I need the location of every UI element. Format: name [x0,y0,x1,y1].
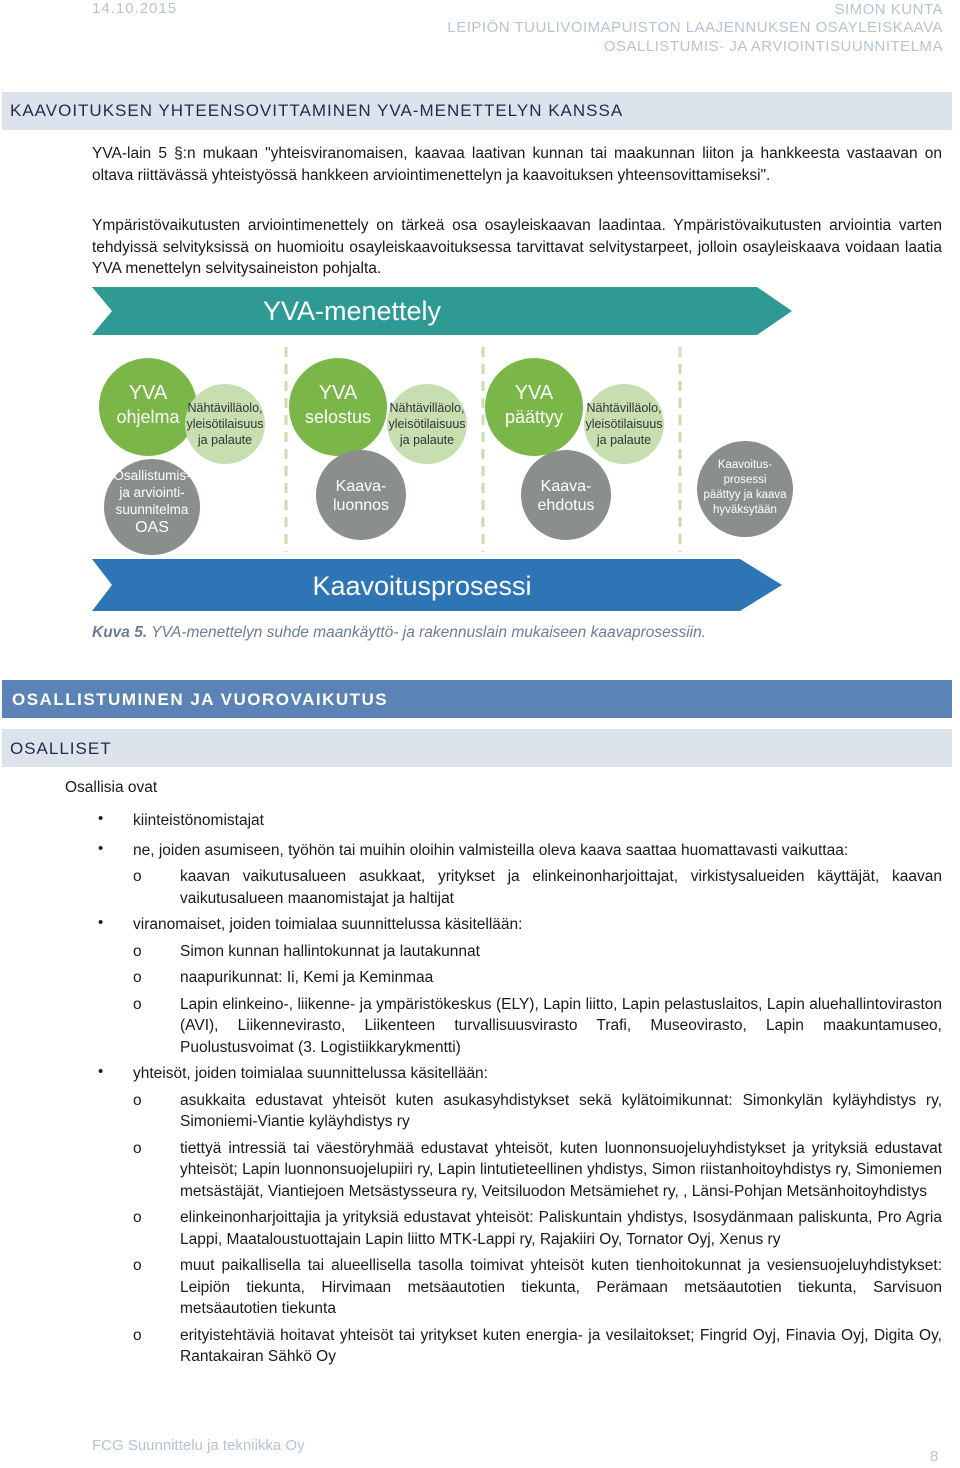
notice-3-line3: ja palaute [596,433,652,447]
sub-bullet-icon: o [133,995,142,1013]
plan-circle-luonnos [316,450,406,540]
notice-3-line1: Nähtävilläolo, [586,401,662,415]
sub-list-item [133,1325,942,1368]
sub-list-item [133,1255,942,1320]
header-municipality: SIMON KUNTA [834,1,943,18]
osalliset-list [92,810,942,1368]
section-heading-osallistuminen: OSALLISTUMINEN JA VUOROVAIKUTUS [2,680,952,718]
figure-caption-label: Kuva 5. [92,624,148,641]
osalliset-intro: Osallisia ovat [65,779,158,796]
list-item [92,840,942,910]
yva-circle-2-line2: selostus [304,407,372,427]
yva-circle-1-line2: ohjelma [116,407,180,427]
bullet-icon: • [98,1063,104,1080]
header-document: OSALLISTUMIS- JA ARVIOINTISUUNNITELMA [603,38,943,55]
notice-2-line3: ja palaute [399,433,455,447]
sub-bullet-icon: o [133,1139,142,1157]
bullet-icon: • [98,839,104,857]
section-heading-kaavoitus: KAAVOITUKSEN YHTEENSOVITTAMINEN YVA-MENETTELYN KANSSA [2,92,952,130]
footer-company: FCG Suunnittelu ja tekniikka Oy [92,1437,305,1454]
sub-list-item [133,967,942,989]
plan-2-line1: Kaava- [335,478,387,495]
notice-3-line2: yleisötilaisuus [585,417,663,431]
yva-diagram [92,287,956,612]
sub-list-item-text: erityistehtäviä hoitavat yhteisöt tai yritykset kuten energia- ja vesilaitokset; Fingrid Oyj, Finavia Oyj, Digita Oy, Rantakairan Sähkö Oy [180,1326,942,1365]
list-item [92,810,942,832]
yva-circle-1-line1: YVA [128,382,168,404]
figure-caption-text: YVA-menettelyn suhde maankäyttö- ja rakennuslain mukaiseen kaavaprosessiin. [151,624,707,641]
plan-3-line1: Kaava- [540,478,592,495]
subheading-osalliset: OSALLISET [2,729,952,767]
plan-3-line2: ehdotus [537,497,595,514]
plan-4-line4: hyväksytään [713,504,777,516]
list-item [92,914,942,1058]
figure-caption [92,624,706,642]
header-project: LEIPIÖN TUULIVOIMAPUISTON LAAJENNUKSEN OSAYLEISKAAVA [447,19,943,36]
sub-bullet-icon: o [133,1209,142,1226]
notice-2-line1: Nähtävilläolo, [389,401,465,415]
notice-1-line3: ja palaute [197,433,253,447]
list-item [92,1063,942,1368]
plan-4-line3: päättyy ja kaava [703,489,787,501]
bullet-icon: • [98,914,104,931]
list-item-text: viranomaiset, joiden toimialaa suunnittelussa käsitellään: [133,916,523,933]
sub-bullet-icon: o [133,1091,142,1109]
sub-list-item-text: kaavan vaikutusalueen asukkaat, yritykset ja elinkeinonharjoittajat, virkistysalueiden käyttäjät, kaavan vaikutusalueen maanomistajat ja haltijat [180,868,942,907]
notice-1-line2: yleisötilaisuus [186,417,264,431]
sub-bullet-icon: o [133,1326,142,1344]
sub-list-item-text: asukkaita edustavat yhteisöt kuten asukasyhdistykset sekä kylätoimikunnat: Simonkylän kyläyhdistys ry, Simoniemi-Viantie kyläyhdistys ry [180,1091,942,1130]
plan-circle-ehdotus [521,450,611,540]
notice-1-line1: Nähtävilläolo, [187,401,263,415]
paragraph-yva-process: Ympäristövaikutusten arviointimenettely on tärkeä osa osayleiskaavan laadintaa. Ympäristövaikutusten arviointia varten tehdyissä selvityksissä on huomioitu osayleiskaavoituksessa tarvittavat selvitystarpeet, jolloin osayleiskaava voidaan laatia YVA menettelyn selvitysaineiston pohjalta. [92,217,942,277]
sub-list-item [133,941,942,963]
plan-1-line1: Osallistumis- [113,468,191,483]
sub-list-item-text: naapurikunnat: Ii, Kemi ja Keminmaa [180,969,434,986]
sub-bullet-icon: o [133,868,142,885]
list-item-text: kiinteistönomistajat [133,812,264,829]
sub-list-item-text: muut paikallisella tai alueellisella tasolla toimivat yhteisöt kuten tienhoitokunnat ja vesiensuojeluyhdistykset: Leipiön tiekunta, Hirvimaan metsäautotien tiekunta, Perämaan metsäautotien tiekunta, Sarvisuon metsäautotien tiekunta [180,1257,942,1317]
top-banner-arrow [92,287,792,335]
page-number: 8 [930,1448,939,1465]
header-date: 14.10.2015 [92,0,178,17]
sub-list-item [133,994,942,1059]
sub-list-item-text: elinkeinonharjoittajia ja yrityksiä edustavat yhteisöt: Paliskuntain yhdistys, Isosydänmaan paliskunta, Pro Agria Lappi, Maataloustuottajain Lapin liitto MTK-Lappi ry, Rajakiiri Oy, Tornator Oyj, Xenus ry [180,1209,942,1248]
top-banner-label: YVA-menettely [262,296,442,326]
plan-1-line2: ja arviointi- [119,485,185,500]
yva-circle-3-line2: päättyy [504,407,564,427]
list-item-text: ne, joiden asumiseen, työhön tai muihin oloihin valmisteilla oleva kaava saattaa huomattavasti vaikuttaa: [133,841,849,859]
yva-circle-3-line1: YVA [514,382,554,404]
sub-bullet-icon: o [133,1257,142,1274]
sub-list-item [133,1207,942,1250]
plan-2-line2: luonnos [332,497,390,514]
sub-list-item-text: Lapin elinkeino-, liikenne- ja ympäristökeskus (ELY), Lapin liitto, Lapin pelastuslaitos, Lapin aluehallintoviraston (AVI), Liikennevirasto, Liikenteen turvallisuusvirasto Trafi, Museovirasto, Lapin maakuntamuseo, Puolustusvoimat (3. Logistiikkarykmentti) [180,995,942,1056]
sub-list-item-text: tiettyä intressiä tai väestöryhmää edustavat yhteisöt, kuten luonnonsuojeluyhdistykset ja yrityksiä edustavat yhteisöt; Lapin luonnonsuojelupiiri ry, Lapin lintutieteellinen yhdistys, Simon riistanhoitoyhdistys ry, Simoniemen metsästäjät, Viantiejoen Metsästysseura ry, Veitsiluodon Metsämiehet ry, , Länsi-Pohjan Metsänhoitoyhdistys [180,1139,942,1200]
plan-1-line3: suunnitelma [115,502,189,517]
plan-1-line4: OAS [135,519,169,536]
sub-bullet-icon: o [133,969,142,986]
sub-list-item-text: Simon kunnan hallintokunnat ja lautakunnat [180,942,480,960]
bottom-banner-label: Kaavoitusprosessi [312,571,532,601]
plan-4-line2: prosessi [723,474,767,486]
list-item-text: yhteisöt, joiden toimialaa suunnittelussa käsitellään: [133,1065,488,1082]
sub-list-item [133,866,942,909]
notice-2-line2: yleisötilaisuus [388,417,466,431]
sub-list-item [133,1090,942,1133]
bullet-icon: • [98,810,104,827]
sub-bullet-icon: o [133,942,142,960]
sub-list-item [133,1138,942,1203]
yva-circle-2-line1: YVA [318,382,358,404]
plan-4-line1: Kaavoitus- [717,459,773,471]
paragraph-yva-law: YVA-lain 5 §:n mukaan "yhteisviranomaisen, kaavaa laativan kunnan tai maakunnan liiton ja hankkeesta vastaavan on oltava riittävässä yhteistyössä hankkeen arviointimenettelyn ja kaavoituksen yhteensovittamiseksi". [92,145,942,184]
